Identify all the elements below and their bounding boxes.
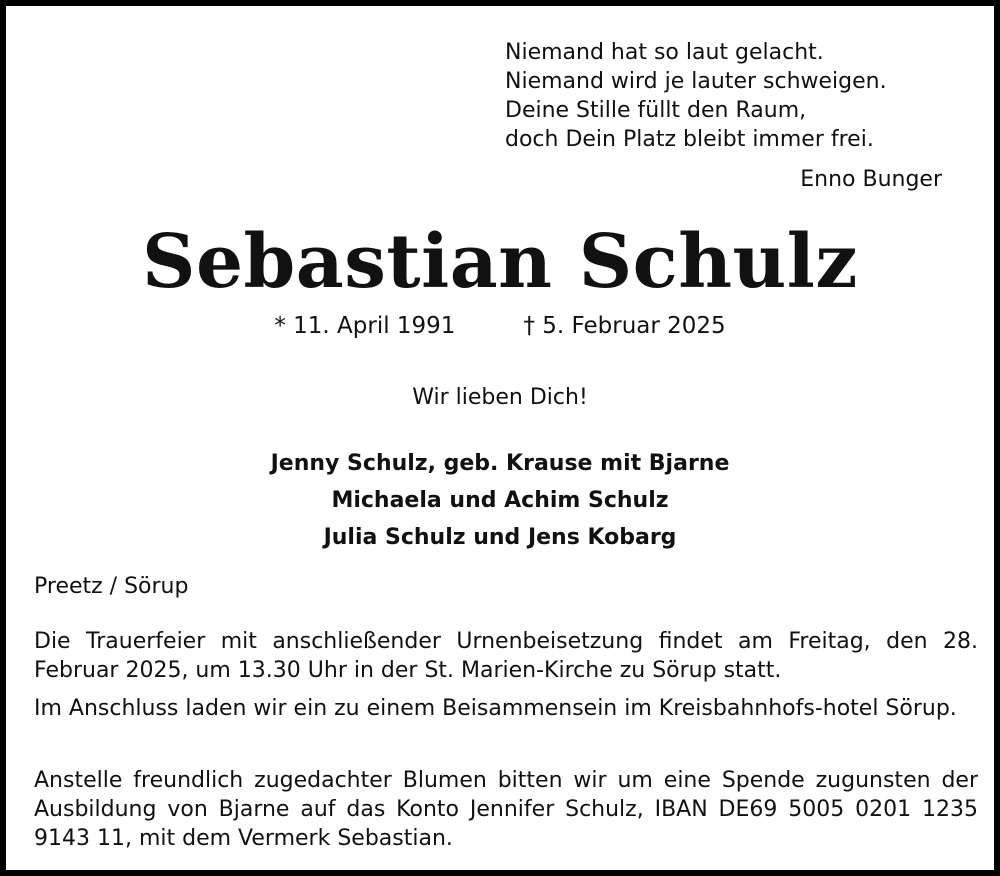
poem-line: Deine Stille füllt den Raum, (505, 98, 807, 123)
mourner-line: Julia Schulz und Jens Kobarg (323, 525, 677, 550)
poem (505, 38, 887, 154)
poem-line: Niemand wird je lauter schweigen. (505, 69, 887, 94)
donation-paragraph: Anstelle freundlich zugedachter Blumen bitten wir um eine Spende zugunsten der Ausbildung von Bjarne auf das Konto Jennifer Schulz, IBAN DE69 5005 0201 1235 9143 11, mit dem Vermerk Sebastian. (34, 768, 978, 851)
gathering-paragraph: Im Anschluss laden wir ein zu einem Beisammensein im Kreisbahnhofs-hotel Sörup. (34, 696, 957, 721)
life-dates (6, 310, 994, 342)
deceased-name: Sebastian Schulz (142, 219, 858, 305)
place-line: Preetz / Sörup (34, 574, 189, 599)
poem-line: doch Dein Platz bleibt immer frei. (505, 127, 874, 152)
funeral-details-paragraph: Die Trauerfeier mit anschließender Urnenbeisetzung findet am Freitag, den 28. Februar 2025, um 13.30 Uhr in der St. Marien-Kirche zu Sörup statt. (34, 629, 978, 683)
mourner-line: Jenny Schulz, geb. Krause mit Bjarne (270, 451, 730, 476)
poem-author: Enno Bunger (800, 167, 942, 192)
mourners-list (6, 445, 994, 556)
mourner-line: Michaela und Achim Schulz (331, 488, 669, 513)
death-date: † 5. Februar 2025 (523, 313, 726, 339)
birth-date: * 11. April 1991 (274, 313, 456, 339)
poem-line: Niemand hat so laut gelacht. (505, 40, 824, 65)
farewell-message: Wir lieben Dich! (412, 385, 588, 410)
